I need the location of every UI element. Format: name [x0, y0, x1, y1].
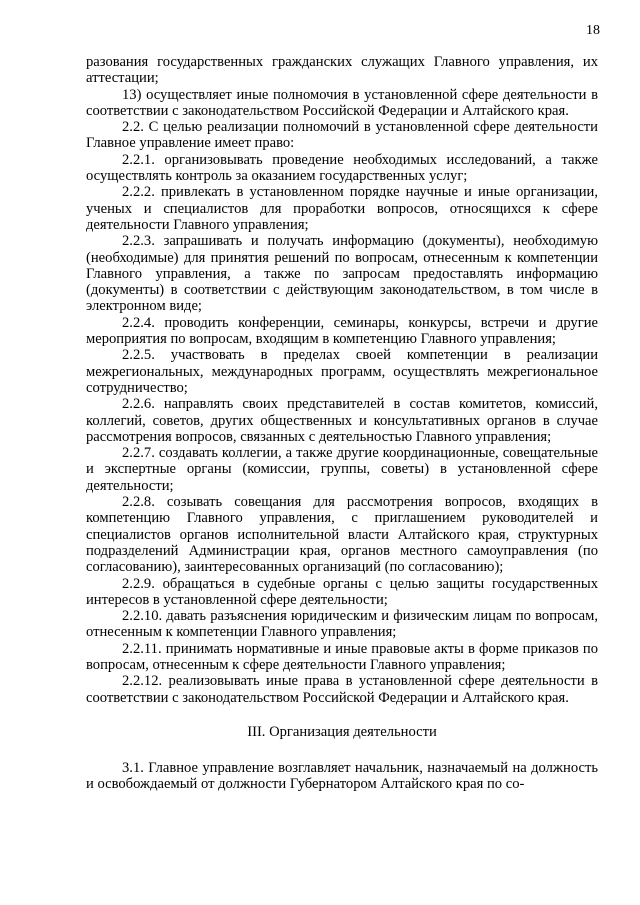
paragraph: 2.2.12. реализовывать иные права в установленной сфере деятельности в соответствии с законодательством Российской Федерации и Алтайского края.	[86, 673, 598, 706]
paragraph: 2.2.6. направлять своих представителей в состав комитетов, комиссий, коллегий, советов, других общественных и консультативных органов в случае рассмотрения вопросов, связанных с деятельностью Главного управления;	[86, 396, 598, 445]
paragraph: 2.2.8. созывать совещания для рассмотрения вопросов, входящих в компетенцию Главного управления, с приглашением руководителей и специалистов органов исполнительной власти Алтайского края, структурных подразделений Администрации края, органов местного самоуправления (по согласованию), заинтересованных организаций (по согласованию);	[86, 494, 598, 576]
document-body	[86, 54, 598, 793]
section-heading: III. Организация деятельности	[247, 723, 437, 740]
paragraph: 2.2.3. запрашивать и получать информацию (документы), необходимую (необходимые) для принятия решений по вопросам, отнесенным к компетенции Главного управления, а также по запросам предоставлять информацию (документы) в соответствии с действующим законодательством, в том числе в электронном виде;	[86, 233, 598, 315]
paragraph: 2.2.9. обращаться в судебные органы с целью защиты государственных интересов в установленной сфере деятельности;	[86, 575, 598, 608]
page-number: 18	[586, 23, 600, 38]
paragraph: разования государственных гражданских служащих Главного управления, их аттестации;	[86, 54, 598, 87]
paragraph: 2.2.4. проводить конференции, семинары, конкурсы, встречи и другие мероприятия по вопросам, входящим в компетенцию Главного управления;	[86, 314, 598, 348]
paragraph: 2.2.1. организовывать проведение необходимых исследований, а также осуществлять контроль за оказанием государственных услуг;	[86, 151, 598, 185]
paragraph: 13) осуществляет иные полномочия в установленной сфере деятельности в соответствии с законодательством Российской Федерации и Алтайского края.	[86, 86, 598, 119]
paragraph: 2.2.5. участвовать в пределах своей компетенции в реализации межрегиональных, международных программ, осуществлять межрегиональное сотрудничество;	[86, 347, 598, 396]
paragraph: 2.2.2. привлекать в установленном порядке научные и иные организации, ученых и специалистов для проработки вопросов, относящихся к сфере деятельности Главного управления;	[86, 184, 598, 233]
paragraph: 2.2.11. принимать нормативные и иные правовые акты в форме приказов по вопросам, отнесенным к сфере деятельности Главного управления;	[86, 640, 598, 673]
closing-paragraph: 3.1. Главное управление возглавляет начальник, назначаемый на должность и освобождаемый от должности Губернатором Алтайского края по со-	[86, 760, 598, 793]
paragraph: 2.2. С целью реализации полномочий в установленной сфере деятельности Главное управление имеет право:	[86, 119, 598, 152]
paragraph: 2.2.10. давать разъяснения юридическим и физическим лицам по вопросам, отнесенным к компетенции Главного управления;	[86, 608, 598, 641]
paragraph: 2.2.7. создавать коллегии, а также другие координационные, совещательные и экспертные органы (комиссии, группы, советы) в установленной сфере деятельности;	[86, 445, 598, 494]
